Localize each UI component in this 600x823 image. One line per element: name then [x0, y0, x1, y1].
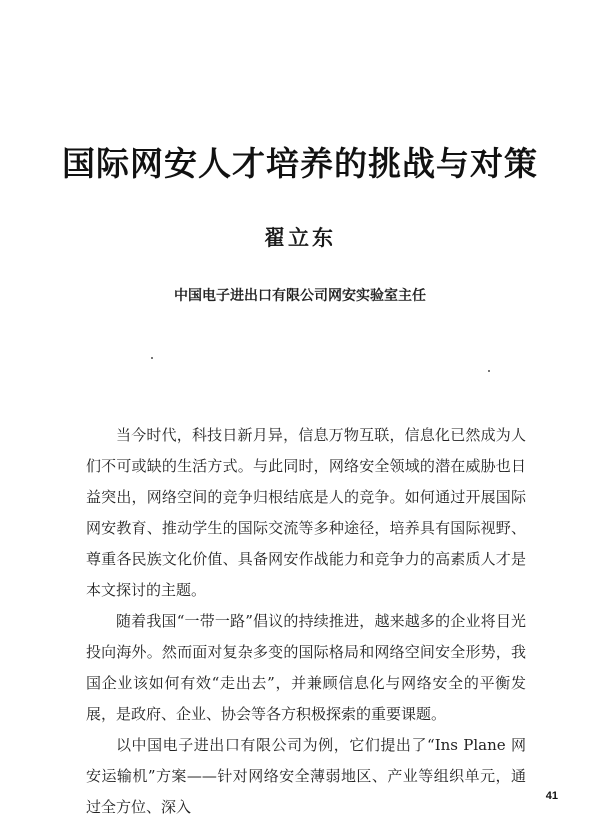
article-title: 国际网安人才培养的挑战与对策: [62, 144, 538, 183]
body-paragraph: 随着我国“一带一路”倡议的持续推进，越来越多的企业将目光投向海外。然而面对复杂多变的国际格局和网络空间安全形势，我国企业该如何有效“走出去”，并兼顾信息化与网络安全的平衡发展，是政府、企业、协会等各方积极探索的重要课题。: [86, 612, 526, 723]
page-number: 41: [545, 790, 558, 802]
author-affiliation: 中国电子进出口有限公司网安实验室主任: [174, 288, 426, 304]
article-author: 翟立东: [264, 225, 336, 250]
body-paragraph: 以中国电子进出口有限公司为例，它们提出了“Ins Plane 网安运输机”方案——针对网络安全薄弱地区、产业等组织单元，通过全方位、深入: [86, 736, 526, 816]
scan-speck: [488, 370, 490, 372]
body-paragraph: 当今时代，科技日新月异，信息万物互联，信息化已然成为人们不可或缺的生活方式。与此同时，网络安全领域的潜在威胁也日益突出，网络空间的竞争归根结底是人的竞争。如何通过开展国际网安教育、推动学生的国际交流等多种途径，培养具有国际视野、尊重各民族文化价值、具备网安作战能力和竞争力的高素质人才是本文探讨的主题。: [86, 426, 526, 599]
article-body: [86, 420, 526, 823]
scan-speck: [151, 357, 153, 359]
